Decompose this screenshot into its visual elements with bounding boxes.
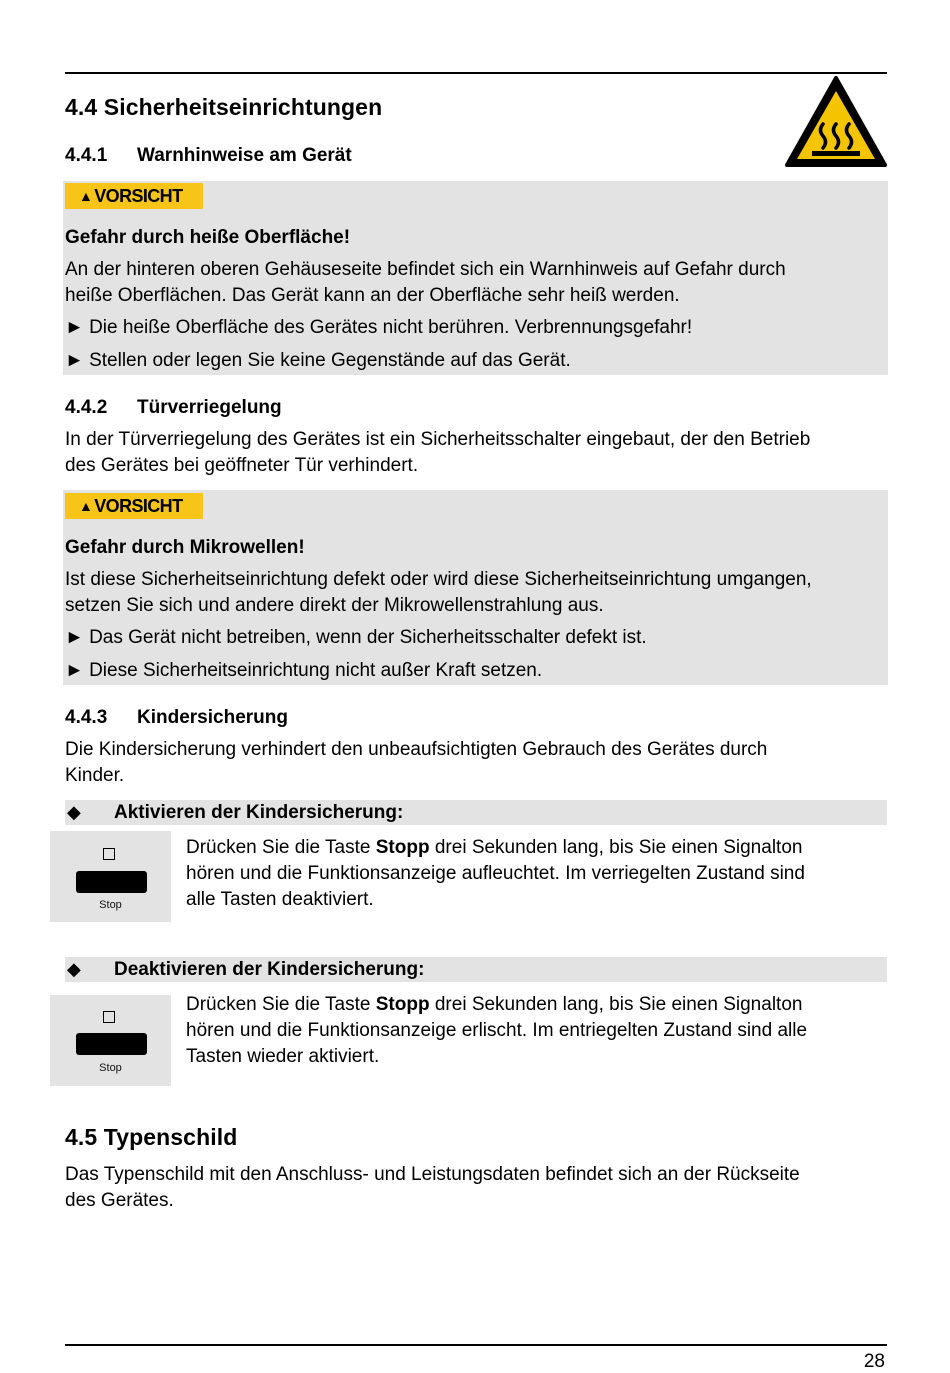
key-name: Stopp <box>375 837 430 858</box>
subsection-title: Kindersicherung <box>137 707 288 728</box>
subsection-heading-4-4-2 <box>65 397 282 419</box>
stop-key-caption: Stop <box>99 1062 122 1074</box>
paragraph-line: In der Türverriegelung des Gerätes ist ein Sicherheitsschalter eingebaut, der den Betrieb <box>65 429 811 450</box>
subsection-number: 4.4.1 <box>65 145 108 166</box>
page-number: 28 <box>863 1351 885 1372</box>
stop-key-icon <box>76 1033 147 1055</box>
warning-triangle-icon: ▲ <box>79 498 93 514</box>
subsection-heading-4-4-1 <box>65 145 352 167</box>
stop-key-illustration <box>50 995 171 1086</box>
hazard-title: Gefahr durch Mikrowellen! <box>65 537 305 558</box>
instruction-bullet: ► Das Gerät nicht betreiben, wenn der Sicherheitsschalter defekt ist. <box>65 627 647 648</box>
step-header-label: Aktivieren der Kindersicherung: <box>114 802 404 823</box>
paragraph-line: des Gerätes. <box>65 1190 174 1211</box>
diamond-bullet-icon: ◆ <box>67 802 81 822</box>
stop-key-illustration <box>50 831 171 922</box>
warning-triangle-icon: ▲ <box>79 188 93 204</box>
key-name: Stopp <box>375 994 430 1015</box>
paragraph-line: heiße Oberflächen. Das Gerät kann an der Oberfläche sehr heiß werden. <box>65 285 680 306</box>
caution-badge <box>65 493 203 519</box>
instruction-line: hören und die Funktionsanzeige erlischt. Im entriegelten Zustand sind alle <box>186 1020 808 1041</box>
instruction-line: alle Tasten deaktiviert. <box>186 889 374 910</box>
stop-key-caption: Stop <box>99 899 122 911</box>
subsection-title: Warnhinweise am Gerät <box>137 145 352 166</box>
diamond-bullet-icon: ◆ <box>67 959 81 979</box>
subsection-number: 4.4.2 <box>65 397 108 418</box>
stop-key-icon <box>76 871 147 893</box>
step-header-label: Deaktivieren der Kindersicherung: <box>114 959 425 980</box>
hazard-title: Gefahr durch heiße Oberfläche! <box>65 227 351 248</box>
bottom-rule <box>65 1344 887 1346</box>
step-header-deactivate <box>65 957 887 982</box>
caution-badge <box>65 183 203 209</box>
instruction-bullet: ► Die heiße Oberfläche des Gerätes nicht berühren. Verbrennungsgefahr! <box>65 317 693 338</box>
paragraph-line: Die Kindersicherung verhindert den unbeaufsichtigten Gebrauch des Gerätes durch <box>65 739 768 760</box>
instruction-line: hören und die Funktionsanzeige aufleuchtet. Im verriegelten Zustand sind <box>186 863 805 884</box>
instruction-text: Drücken Sie die Taste <box>186 994 376 1015</box>
top-rule <box>65 72 887 74</box>
section-heading-4-4: 4.4 Sicherheitseinrichtungen <box>65 94 383 120</box>
instruction-bullet: ► Diese Sicherheitseinrichtung nicht außer Kraft setzen. <box>65 660 543 681</box>
indicator-square-icon <box>103 848 115 860</box>
indicator-square-icon <box>103 1011 115 1023</box>
paragraph-line: Das Typenschild mit den Anschluss- und Leistungsdaten befindet sich an der Rückseite <box>65 1164 800 1185</box>
instruction-text: drei Sekunden lang, bis Sie einen Signalton <box>429 994 803 1015</box>
instruction-line: Tasten wieder aktiviert. <box>186 1046 380 1067</box>
subsection-title: Türverriegelung <box>137 397 282 418</box>
caution-label: VORSICHT <box>94 186 183 206</box>
step-header-activate <box>65 800 887 825</box>
subsection-heading-4-4-3 <box>65 707 288 729</box>
paragraph-line: Kinder. <box>65 765 125 786</box>
caution-label: VORSICHT <box>94 496 183 516</box>
instruction-line <box>186 835 802 861</box>
instruction-text: Drücken Sie die Taste <box>186 837 376 858</box>
instruction-bullet: ► Stellen oder legen Sie keine Gegenstände auf das Gerät. <box>65 350 571 371</box>
paragraph-line: Ist diese Sicherheitseinrichtung defekt oder wird diese Sicherheitseinrichtung umgangen, <box>65 569 812 590</box>
subsection-number: 4.4.3 <box>65 707 108 728</box>
paragraph-line: An der hinteren oberen Gehäuseseite befindet sich ein Warnhinweis auf Gefahr durch <box>65 259 786 280</box>
paragraph-line: des Gerätes bei geöffneter Tür verhindert. <box>65 455 419 476</box>
paragraph-line: setzen Sie sich und andere direkt der Mikrowellenstrahlung aus. <box>65 595 604 616</box>
instruction-line <box>186 992 802 1018</box>
hot-surface-warning-icon <box>783 74 889 170</box>
section-heading-4-5: 4.5 Typenschild <box>65 1124 238 1150</box>
instruction-text: drei Sekunden lang, bis Sie einen Signalton <box>429 837 803 858</box>
